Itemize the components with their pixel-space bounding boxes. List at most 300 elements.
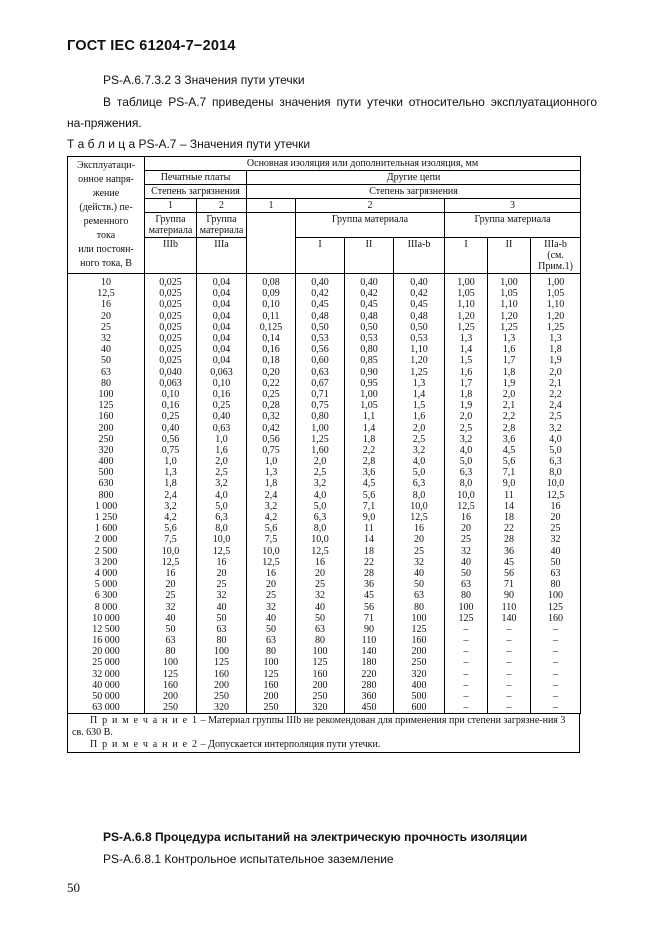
creepage-cell: 2,0 xyxy=(488,389,531,400)
creepage-cell: 0,16 xyxy=(247,344,296,355)
creepage-cell: 10,0 xyxy=(394,501,445,512)
creepage-cell: 1,00 xyxy=(296,422,345,433)
creepage-cell: 40 xyxy=(394,568,445,579)
creepage-cell: 0,42 xyxy=(394,288,445,299)
creepage-cell: 0,75 xyxy=(296,400,345,411)
creepage-cell: 4,2 xyxy=(145,512,197,523)
voltage-cell: 12,5 xyxy=(68,288,145,299)
creepage-cell: 0,025 xyxy=(145,311,197,322)
voltage-cell: 20 000 xyxy=(68,646,145,657)
creepage-cell: 0,04 xyxy=(197,355,247,366)
page-number: 50 xyxy=(67,880,80,895)
creepage-cell: 4,5 xyxy=(345,478,394,489)
creepage-cell: 1,3 xyxy=(247,467,296,478)
creepage-cell: 6,3 xyxy=(445,467,488,478)
creepage-cell: 0,40 xyxy=(197,411,247,422)
table-row xyxy=(68,467,581,478)
creepage-cell: 0,025 xyxy=(145,274,197,289)
voltage-cell: 800 xyxy=(68,490,145,501)
creepage-cell: 32 xyxy=(145,601,197,612)
creepage-cell: 450 xyxy=(345,702,394,714)
table-notes xyxy=(67,714,580,753)
creepage-cell: 0,45 xyxy=(345,299,394,310)
creepage-cell: 1,60 xyxy=(296,445,345,456)
creepage-cell: – xyxy=(488,702,531,714)
creepage-cell: 125 xyxy=(145,669,197,680)
creepage-cell: – xyxy=(531,657,581,668)
creepage-cell: – xyxy=(445,646,488,657)
voltage-cell: 125 xyxy=(68,400,145,411)
creepage-cell: 0,53 xyxy=(296,333,345,344)
creepage-cell: 1,8 xyxy=(445,389,488,400)
creepage-cell: 1,5 xyxy=(445,355,488,366)
creepage-cell: 25 xyxy=(445,534,488,545)
creepage-table xyxy=(67,156,581,714)
creepage-cell: 12,5 xyxy=(145,557,197,568)
group-IIIa: IIIa xyxy=(197,238,247,274)
creepage-cell: 0,63 xyxy=(197,422,247,433)
creepage-cell: 1,7 xyxy=(488,355,531,366)
creepage-cell: 1,0 xyxy=(197,434,247,445)
group-IIIb: IIIb xyxy=(145,238,197,274)
creepage-cell: 0,025 xyxy=(145,333,197,344)
creepage-cell: 25 xyxy=(394,546,445,557)
creepage-cell: 50 xyxy=(296,613,345,624)
creepage-cell: 1,25 xyxy=(531,322,581,333)
creepage-cell: – xyxy=(488,646,531,657)
creepage-cell: 63 xyxy=(145,635,197,646)
creepage-cell: 3,2 xyxy=(445,434,488,445)
creepage-cell: 1,8 xyxy=(488,367,531,378)
creepage-cell: 1,10 xyxy=(488,299,531,310)
creepage-cell: 1,25 xyxy=(296,434,345,445)
creepage-cell: – xyxy=(445,624,488,635)
creepage-cell: 8,0 xyxy=(445,478,488,489)
creepage-cell: 1,9 xyxy=(531,355,581,366)
creepage-cell: – xyxy=(488,680,531,691)
creepage-cell: 125 xyxy=(197,657,247,668)
voltage-cell: 8 000 xyxy=(68,601,145,612)
creepage-cell: 0,80 xyxy=(345,344,394,355)
creepage-cell: 32 xyxy=(197,590,247,601)
creepage-cell: 1,20 xyxy=(394,355,445,366)
pcb-header: Печатные платы xyxy=(145,171,247,185)
creepage-cell: 6,3 xyxy=(296,512,345,523)
creepage-cell: 80 xyxy=(247,646,296,657)
creepage-cell: 0,18 xyxy=(247,355,296,366)
creepage-cell: 3,2 xyxy=(145,501,197,512)
creepage-cell: 0,56 xyxy=(296,344,345,355)
table-row xyxy=(68,534,581,545)
voltage-header-line: онное напря- xyxy=(78,174,134,185)
voltage-cell: 12 500 xyxy=(68,624,145,635)
voltage-cell: 3 200 xyxy=(68,557,145,568)
creepage-cell: 5,0 xyxy=(197,501,247,512)
creepage-cell: 360 xyxy=(345,691,394,702)
creepage-cell: 250 xyxy=(296,691,345,702)
creepage-cell: 125 xyxy=(296,657,345,668)
pcb-degree-2: 2 xyxy=(197,199,247,213)
creepage-cell: 32 xyxy=(394,557,445,568)
pcb-deg2-material-group: Группа материала xyxy=(197,213,247,238)
table-row xyxy=(68,635,581,646)
deg2-group-I: I xyxy=(296,238,345,274)
creepage-cell: 0,80 xyxy=(296,411,345,422)
creepage-cell: 4,0 xyxy=(445,445,488,456)
creepage-cell: – xyxy=(445,657,488,668)
creepage-cell: 5,0 xyxy=(296,501,345,512)
section-title: PS-A.6.7.3.2 3 Значения пути утечки xyxy=(103,73,305,87)
creepage-cell: 0,10 xyxy=(197,378,247,389)
creepage-cell: 16 xyxy=(531,501,581,512)
creepage-cell: 2,5 xyxy=(296,467,345,478)
creepage-cell: 20 xyxy=(145,579,197,590)
creepage-cell: 160 xyxy=(531,613,581,624)
creepage-cell: 1,6 xyxy=(394,411,445,422)
creepage-cell: 40 xyxy=(531,546,581,557)
creepage-cell: 56 xyxy=(345,601,394,612)
table-row xyxy=(68,411,581,422)
creepage-cell: 1,4 xyxy=(345,422,394,433)
creepage-cell: 0,75 xyxy=(247,445,296,456)
creepage-cell: 10,0 xyxy=(296,534,345,545)
creepage-cell: 140 xyxy=(345,646,394,657)
voltage-cell: 200 xyxy=(68,422,145,433)
creepage-cell: 22 xyxy=(488,523,531,534)
creepage-cell: 280 xyxy=(345,680,394,691)
creepage-cell: 12,5 xyxy=(445,501,488,512)
creepage-cell: 36 xyxy=(345,579,394,590)
table-body xyxy=(68,274,581,714)
creepage-cell: 16 xyxy=(296,557,345,568)
creepage-cell: 200 xyxy=(296,680,345,691)
creepage-cell: 2,5 xyxy=(394,434,445,445)
creepage-cell: 7,1 xyxy=(488,467,531,478)
table-row xyxy=(68,613,581,624)
creepage-cell: – xyxy=(531,702,581,714)
creepage-cell: 32 xyxy=(247,601,296,612)
creepage-cell: 1,05 xyxy=(345,400,394,411)
creepage-cell: 0,32 xyxy=(247,411,296,422)
creepage-cell: 18 xyxy=(345,546,394,557)
creepage-cell: 5,6 xyxy=(247,523,296,534)
table-row xyxy=(68,512,581,523)
creepage-cell: 1,05 xyxy=(488,288,531,299)
creepage-cell: 1,00 xyxy=(488,274,531,289)
creepage-cell: 10,0 xyxy=(197,534,247,545)
creepage-cell: 36 xyxy=(488,546,531,557)
creepage-cell: 0,04 xyxy=(197,322,247,333)
voltage-cell: 50 000 xyxy=(68,691,145,702)
voltage-cell: 1 000 xyxy=(68,501,145,512)
voltage-cell: 63 xyxy=(68,367,145,378)
creepage-cell: 1,10 xyxy=(445,299,488,310)
voltage-header-line: жение xyxy=(92,188,120,199)
creepage-cell: 2,0 xyxy=(296,456,345,467)
other-degree-1: 1 xyxy=(247,199,296,213)
voltage-cell: 32 000 xyxy=(68,669,145,680)
creepage-cell: 0,08 xyxy=(247,274,296,289)
voltage-header-line: ременного xyxy=(83,216,129,227)
table-row xyxy=(68,367,581,378)
table-row xyxy=(68,378,581,389)
table-row xyxy=(68,456,581,467)
creepage-cell: 16 xyxy=(197,557,247,568)
creepage-cell: 160 xyxy=(394,635,445,646)
creepage-cell: 5,6 xyxy=(345,490,394,501)
table-row xyxy=(68,490,581,501)
creepage-cell: 0,48 xyxy=(345,311,394,322)
creepage-cell: 100 xyxy=(445,601,488,612)
table-row xyxy=(68,445,581,456)
creepage-cell: 2,1 xyxy=(488,400,531,411)
creepage-cell: 63 xyxy=(531,568,581,579)
voltage-header-line: тока xyxy=(96,230,116,241)
creepage-cell: 4,5 xyxy=(488,445,531,456)
voltage-header-line: или постоян- xyxy=(78,244,134,255)
creepage-cell: 0,04 xyxy=(197,274,247,289)
creepage-cell: 9,0 xyxy=(488,478,531,489)
creepage-cell: 25 xyxy=(145,590,197,601)
creepage-cell: 250 xyxy=(394,657,445,668)
creepage-cell: 0,025 xyxy=(145,288,197,299)
creepage-cell: 1,3 xyxy=(531,333,581,344)
creepage-cell: 20 xyxy=(296,568,345,579)
creepage-cell: 2,2 xyxy=(531,389,581,400)
subheading: PS-A.6.8 Процедура испытаний на электрическую прочность изоляции xyxy=(103,830,528,844)
table-row xyxy=(68,546,581,557)
voltage-cell: 16 xyxy=(68,299,145,310)
creepage-cell: 80 xyxy=(531,579,581,590)
creepage-cell: 5,6 xyxy=(488,456,531,467)
creepage-cell: 50 xyxy=(531,557,581,568)
creepage-cell: 71 xyxy=(488,579,531,590)
table-caption: Т а б л и ц а PS-A.7 – Значения пути утечки xyxy=(67,137,311,151)
voltage-cell: 40 000 xyxy=(68,680,145,691)
creepage-cell: 0,40 xyxy=(145,422,197,433)
creepage-cell: 1,00 xyxy=(531,274,581,289)
creepage-cell: 1,6 xyxy=(445,367,488,378)
creepage-cell: 600 xyxy=(394,702,445,714)
creepage-cell: 25 xyxy=(296,579,345,590)
table-row xyxy=(68,691,581,702)
creepage-cell: 28 xyxy=(488,534,531,545)
creepage-cell: 6,3 xyxy=(531,456,581,467)
creepage-cell: 2,8 xyxy=(345,456,394,467)
creepage-cell: 320 xyxy=(197,702,247,714)
creepage-cell: 1,20 xyxy=(488,311,531,322)
table-row xyxy=(68,389,581,400)
creepage-cell: 71 xyxy=(345,613,394,624)
note-1 xyxy=(72,715,573,739)
creepage-cell: 125 xyxy=(531,601,581,612)
table-header xyxy=(68,157,581,274)
voltage-header-line: Эксплуатаци- xyxy=(76,160,135,171)
other-degree-3: 3 xyxy=(445,199,581,213)
voltage-cell: 10 xyxy=(68,274,145,289)
creepage-cell: 0,25 xyxy=(197,400,247,411)
creepage-cell: – xyxy=(531,624,581,635)
creepage-cell: 0,025 xyxy=(145,355,197,366)
creepage-cell: 0,48 xyxy=(296,311,345,322)
creepage-cell: 0,45 xyxy=(296,299,345,310)
creepage-cell: 0,025 xyxy=(145,299,197,310)
creepage-cell: 63 xyxy=(445,579,488,590)
voltage-cell: 160 xyxy=(68,411,145,422)
creepage-cell: 0,10 xyxy=(247,299,296,310)
creepage-cell: 25 xyxy=(197,579,247,590)
creepage-cell: 1,25 xyxy=(488,322,531,333)
creepage-cell: 8,0 xyxy=(197,523,247,534)
creepage-cell: 1,00 xyxy=(445,274,488,289)
creepage-cell: 110 xyxy=(488,601,531,612)
creepage-cell: – xyxy=(531,691,581,702)
creepage-cell: 40 xyxy=(445,557,488,568)
creepage-cell: – xyxy=(531,646,581,657)
creepage-cell: 220 xyxy=(345,669,394,680)
creepage-cell: 200 xyxy=(247,691,296,702)
creepage-cell: 200 xyxy=(145,691,197,702)
creepage-cell: – xyxy=(445,669,488,680)
creepage-cell: – xyxy=(445,680,488,691)
deg3-group-II: II xyxy=(488,238,531,274)
creepage-cell: 2,0 xyxy=(531,367,581,378)
creepage-cell: 56 xyxy=(488,568,531,579)
table-row xyxy=(68,669,581,680)
creepage-cell: 100 xyxy=(197,646,247,657)
creepage-cell: 3,2 xyxy=(394,445,445,456)
creepage-cell: 10,0 xyxy=(247,546,296,557)
creepage-cell: 180 xyxy=(345,657,394,668)
creepage-cell: 4,0 xyxy=(394,456,445,467)
creepage-cell: 4,0 xyxy=(197,490,247,501)
voltage-cell: 20 xyxy=(68,311,145,322)
table-row xyxy=(68,557,581,568)
table-row xyxy=(68,274,581,289)
creepage-cell: 0,42 xyxy=(345,288,394,299)
creepage-cell: 2,2 xyxy=(345,445,394,456)
creepage-cell: 1,6 xyxy=(488,344,531,355)
creepage-cell: 0,025 xyxy=(145,344,197,355)
creepage-cell: 8,0 xyxy=(394,490,445,501)
voltage-cell: 2 500 xyxy=(68,546,145,557)
creepage-cell: 20 xyxy=(247,579,296,590)
pcb-pollution-header: Степень загрязнения xyxy=(145,185,247,199)
creepage-cell: 0,063 xyxy=(145,378,197,389)
creepage-cell: 0,04 xyxy=(197,299,247,310)
table-row xyxy=(68,311,581,322)
table-row xyxy=(68,299,581,310)
other-degree-2: 2 xyxy=(296,199,445,213)
table-row xyxy=(68,601,581,612)
voltage-cell: 40 xyxy=(68,344,145,355)
creepage-cell: 14 xyxy=(488,501,531,512)
voltage-cell: 630 xyxy=(68,478,145,489)
table-row xyxy=(68,702,581,714)
creepage-cell: 0,85 xyxy=(345,355,394,366)
creepage-cell: 63 xyxy=(247,635,296,646)
creepage-cell: 0,45 xyxy=(394,299,445,310)
voltage-cell: 2 000 xyxy=(68,534,145,545)
creepage-cell: – xyxy=(531,635,581,646)
table-row xyxy=(68,680,581,691)
voltage-cell: 500 xyxy=(68,467,145,478)
creepage-cell: – xyxy=(445,702,488,714)
creepage-cell: 200 xyxy=(394,646,445,657)
creepage-cell: 0,90 xyxy=(345,367,394,378)
creepage-cell: 2,0 xyxy=(197,456,247,467)
table-row xyxy=(68,590,581,601)
creepage-cell: 80 xyxy=(145,646,197,657)
note-1-text: – Материал группы IIIb не рекомендован для применения при степени загрязне-ния 3 св. 630 В. xyxy=(72,715,566,739)
creepage-cell: 320 xyxy=(296,702,345,714)
table-row xyxy=(68,422,581,433)
creepage-cell: 0,50 xyxy=(394,322,445,333)
creepage-cell: 1,00 xyxy=(345,389,394,400)
voltage-header xyxy=(68,157,145,274)
voltage-cell: 5 000 xyxy=(68,579,145,590)
creepage-cell: 7,5 xyxy=(247,534,296,545)
main-insulation-header: Основная изоляция или дополнительная изоляция, мм xyxy=(145,157,581,171)
creepage-cell: 0,40 xyxy=(394,274,445,289)
creepage-cell: 32 xyxy=(531,534,581,545)
creepage-cell: 3,2 xyxy=(197,478,247,489)
creepage-cell: 3,2 xyxy=(247,501,296,512)
creepage-cell: 6,3 xyxy=(394,478,445,489)
table-row xyxy=(68,344,581,355)
creepage-cell: 0,53 xyxy=(345,333,394,344)
deg3-group-note-ref: (см. Прим.1) xyxy=(538,250,573,272)
creepage-cell: 400 xyxy=(394,680,445,691)
creepage-cell: 4,0 xyxy=(296,490,345,501)
creepage-cell: 250 xyxy=(247,702,296,714)
creepage-cell: 3,6 xyxy=(488,434,531,445)
table-row xyxy=(68,579,581,590)
creepage-cell: 80 xyxy=(296,635,345,646)
creepage-cell: 200 xyxy=(197,680,247,691)
creepage-cell: 18 xyxy=(488,512,531,523)
creepage-cell: 16 xyxy=(445,512,488,523)
voltage-cell: 10 000 xyxy=(68,613,145,624)
creepage-cell: 32 xyxy=(296,590,345,601)
creepage-cell: 28 xyxy=(345,568,394,579)
table-row xyxy=(68,523,581,534)
creepage-cell: 45 xyxy=(488,557,531,568)
creepage-cell: 40 xyxy=(296,601,345,612)
creepage-cell: 2,1 xyxy=(531,378,581,389)
creepage-cell: 1,10 xyxy=(531,299,581,310)
note-2-text: – Допускается интерполяция пути утечки. xyxy=(198,739,381,751)
voltage-cell: 80 xyxy=(68,378,145,389)
creepage-cell: 2,0 xyxy=(394,422,445,433)
creepage-cell: 0,71 xyxy=(296,389,345,400)
creepage-cell: 90 xyxy=(345,624,394,635)
voltage-cell: 4 000 xyxy=(68,568,145,579)
creepage-cell: 40 xyxy=(197,601,247,612)
creepage-cell: 12,5 xyxy=(296,546,345,557)
creepage-cell: 1,0 xyxy=(145,456,197,467)
creepage-cell: 125 xyxy=(445,613,488,624)
creepage-cell: 1,8 xyxy=(145,478,197,489)
creepage-cell: 40 xyxy=(145,613,197,624)
creepage-cell: 100 xyxy=(394,613,445,624)
voltage-cell: 16 000 xyxy=(68,635,145,646)
creepage-cell: 500 xyxy=(394,691,445,702)
creepage-cell: 1,8 xyxy=(247,478,296,489)
creepage-cell: 10,0 xyxy=(445,490,488,501)
creepage-cell: 80 xyxy=(445,590,488,601)
creepage-cell: 16 xyxy=(247,568,296,579)
